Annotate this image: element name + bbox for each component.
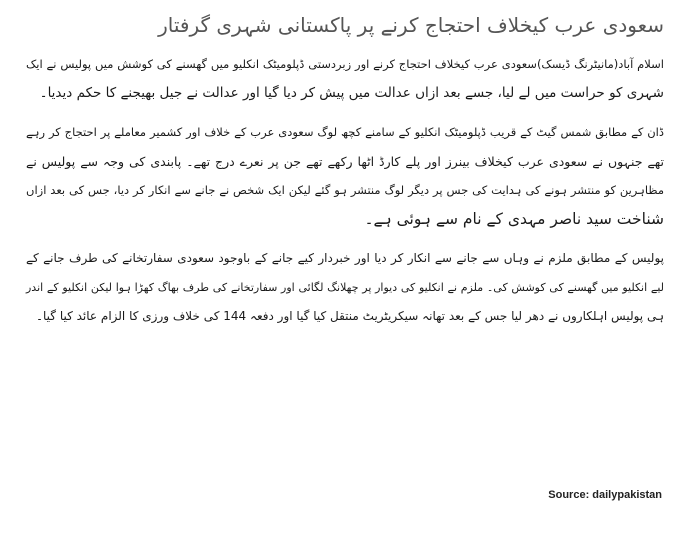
paragraph-line: تھے جنہوں نے سعودی عرب کیخلاف بینرز اور پلے کارڈ اٹھا رکھے تھے جن پر نعرے درج تھے۔ پابندی کی وجہ سے پولیس نے [26,154,664,169]
article-headline: سعودی عرب کیخلاف احتجاج کرنے پر پاکستانی شہری گرفتار [158,13,664,37]
paragraph-line: مظاہرین کو منتشر ہونے کی ہدایت کی جس پر دیگر لوگ منتشر ہو گئے لیکن ایک شخص نے جانے سے انکار کر دیا، جس کی بعد ازاں [26,183,664,197]
article-paragraph-2 [26,118,664,234]
paragraph-line: شناخت سید ناصر مہدی کے نام سے ہوئی ہے۔ [364,210,664,228]
article-paragraph-3 [26,244,664,331]
article-paragraph-1 [26,50,664,108]
paragraph-line: اسلام آباد(مانیٹرنگ ڈیسک)سعودی عرب کیخلاف احتجاج کرنے اور زبردستی ڈپلومیٹک انکلیو میں گھسنے کی کوشش میں پولیس نے ایک [26,57,664,71]
paragraph-line: ڈان کے مطابق شمس گیٹ کے قریب ڈپلومیٹک انکلیو کے سامنے کچھ لوگ سعودی عرب کے خلاف اور کشمیر معاملے پر احتجاج کر رہے [26,125,664,139]
paragraph-line: لیے انکلیو میں گھسنے کی کوشش کی۔ ملزم نے انکلیو کی دیوار پر چھلانگ لگائی اور سفارتخانے کی طرف بھاگ کھڑا ہوا لیکن انکلیو کے اندر [26,281,664,294]
paragraph-line: پولیس کے مطابق ملزم نے وہاں سے جانے سے انکار کر دیا اور خبردار کیے جانے کے باوجود سعودی سفارتخانے کی طرف جانے کے [26,251,664,265]
paragraph-line: ہی پولیس اہلکاروں نے دھر لیا جس کے بعد تھانہ سیکریٹریٹ منتقل کیا گیا اور دفعہ 144 کی خلاف ورزی کا الزام عائد کیا گیا۔ [35,309,664,323]
paragraph-line: شہری کو حراست میں لے لیا، جسے بعد ازاں عدالت میں پیش کر دیا گیا اور عدالت نے جیل بھیجنے کا حکم دیدیا۔ [39,85,664,101]
source-credit: Source: dailypakistan [548,489,662,501]
